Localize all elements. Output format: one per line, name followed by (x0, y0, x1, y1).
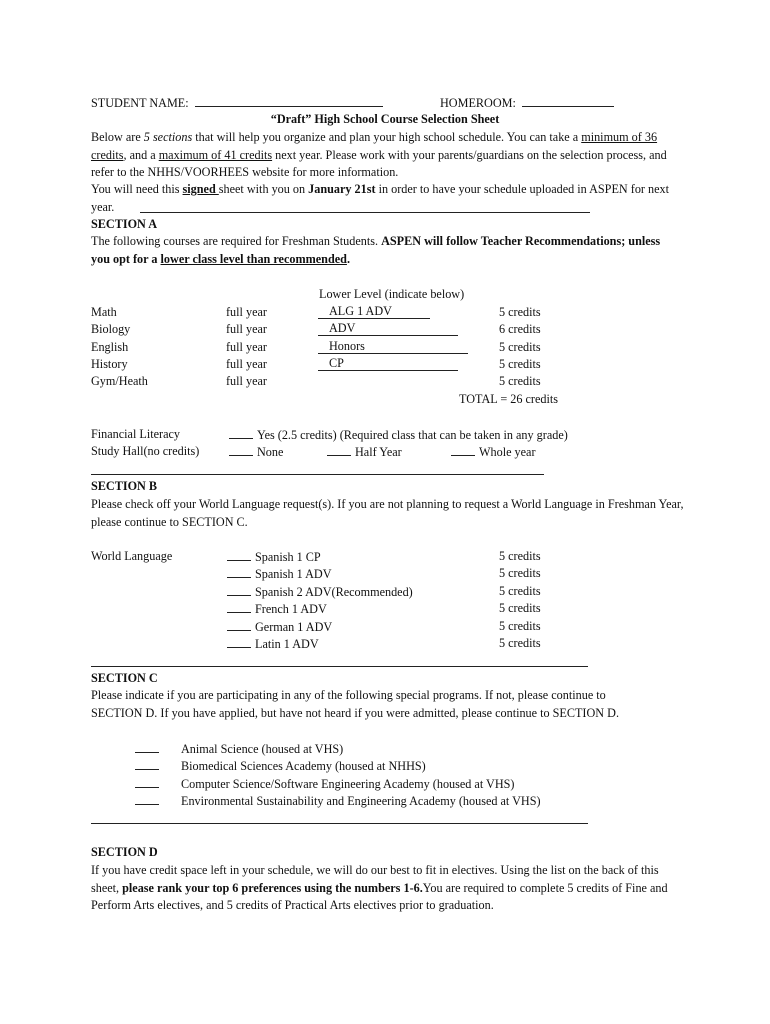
language-name: Spanish 2 ADV(Recommended) (255, 585, 413, 599)
language-name: Spanish 1 ADV (255, 567, 332, 581)
world-language-label: World Language (91, 549, 173, 563)
program-checkbox[interactable] (135, 792, 159, 805)
program-checkbox[interactable] (135, 740, 159, 753)
financial-literacy-option: Yes (2.5 credits) (Required class that can be taken in any grade) (229, 426, 568, 445)
language-name: Spanish 1 CP (255, 550, 321, 564)
course-length: full year (226, 340, 267, 354)
program-name: Animal Science (housed at VHS) (181, 742, 344, 756)
study-hall-half-checkbox[interactable] (327, 443, 351, 456)
due-date: January 21st (308, 182, 376, 196)
course-name: Biology (91, 322, 131, 336)
language-credits: 5 credits (499, 566, 541, 580)
study-hall-whole-option: Whole year (451, 443, 536, 462)
lower-level-field[interactable] (318, 356, 458, 371)
course-length: full year (226, 322, 267, 336)
section-d-description: If you have credit space left in your schedule, we will do our best to fit in electives. Using the list on the back of this sheet, please rank your top 6 preferences using the numbers 1-6.You are required to complete 5 credits of Fine and Perform Arts electives, and 5 credits of Practical Arts electives prior to graduation. (91, 863, 668, 912)
lower-level-field[interactable] (318, 304, 430, 319)
lower-level-header: Lower Level (indicate below) (319, 287, 465, 301)
divider (91, 666, 588, 667)
course-length: full year (226, 357, 267, 371)
program-checkbox[interactable] (135, 757, 159, 770)
section-a-heading: SECTION A (91, 217, 158, 231)
course-length: full year (226, 305, 267, 319)
program-name: Biomedical Sciences Academy (housed at NHHS) (181, 759, 426, 773)
study-hall-whole-checkbox[interactable] (451, 443, 475, 456)
course-name: Gym/Heath (91, 374, 148, 388)
student-name-row (91, 94, 383, 113)
study-hall-none-checkbox[interactable] (229, 443, 253, 456)
section-d-heading: SECTION D (91, 845, 158, 859)
homeroom-row (440, 94, 614, 113)
lower-level-value: ADV (329, 321, 356, 335)
financial-literacy-checkbox[interactable] (229, 426, 253, 439)
total-credits: TOTAL = 26 credits (459, 392, 558, 406)
course-credits: 5 credits (499, 357, 541, 371)
lower-level-value: Honors (329, 339, 365, 353)
lower-level-field[interactable] (318, 321, 458, 336)
language-credits: 5 credits (499, 601, 541, 615)
lower-level-field[interactable] (318, 339, 468, 354)
section-b-heading: SECTION B (91, 479, 158, 493)
course-length: full year (226, 374, 267, 388)
language-name: Latin 1 ADV (255, 637, 319, 651)
course-name: English (91, 340, 129, 354)
program-checkbox[interactable] (135, 775, 159, 788)
divider (140, 212, 590, 213)
study-hall-half-option: Half Year (327, 443, 402, 462)
course-credits: 5 credits (499, 305, 541, 319)
course-name: Math (91, 305, 117, 319)
divider (91, 823, 588, 824)
section-c-heading: SECTION C (91, 671, 158, 685)
language-checkbox[interactable] (227, 600, 251, 613)
section-a-description: The following courses are required for Freshman Students. ASPEN will follow Teacher Recommendations; unless you opt for a lower class level than recommended. (91, 234, 661, 266)
language-checkbox[interactable] (227, 565, 251, 578)
language-checkbox[interactable] (227, 583, 251, 596)
homeroom-field[interactable] (522, 94, 614, 107)
language-checkbox[interactable] (227, 618, 251, 631)
course-credits: 5 credits (499, 340, 541, 354)
course-credits: 5 credits (499, 374, 541, 388)
course-name: History (91, 357, 128, 371)
rank-instruction: please rank your top 6 preferences using the numbers 1-6. (122, 880, 423, 895)
course-credits: 6 credits (499, 322, 541, 336)
language-credits: 5 credits (499, 549, 541, 563)
intro-paragraph-2: You will need this signed sheet with you on January 21st in order to have your schedule uploaded in ASPEN for next year. (91, 182, 669, 214)
program-name: Computer Science/Software Engineering Academy (housed at VHS) (181, 777, 515, 791)
program-option (135, 740, 343, 759)
student-name-label: STUDENT NAME: (91, 96, 189, 110)
minimum-credits: minimum of 36 credits (91, 130, 658, 162)
homeroom-label: HOMEROOM: (440, 96, 516, 110)
language-credits: 5 credits (499, 584, 541, 598)
lower-level-value: CP (329, 356, 344, 370)
maximum-credits: maximum of 41 credits (158, 147, 273, 162)
section-c-description: Please indicate if you are participating in any of the following special programs. If not, please continue to SECTION D. If you have applied, but have not heard if you were admitted, please continue to SECTION D. (91, 688, 619, 720)
page-title: “Draft” High School Course Selection Sheet (270, 112, 500, 126)
section-b-description: Please check off your World Language request(s). If you are not planning to request a World Language in Freshman Year, please continue to SECTION C. (91, 497, 684, 529)
program-option (135, 775, 515, 794)
intro-paragraph-1: Below are 5 sections that will help you organize and plan your high school schedule. You can take a minimum of 36 credits, and a maximum of 41 credits next year. Please work with your parents/guardians on the selection process, and refer to the NHHS/VOORHEES website for more information. (91, 130, 667, 179)
lower-class-level-emphasis: lower class level than recommended (160, 251, 347, 266)
language-credits: 5 credits (499, 636, 541, 650)
study-hall-none-option: None (229, 443, 283, 462)
language-checkbox[interactable] (227, 635, 251, 648)
divider (91, 474, 544, 475)
lower-level-value: ALG 1 ADV (329, 304, 392, 318)
language-name: German 1 ADV (255, 620, 333, 634)
language-name: French 1 ADV (255, 602, 327, 616)
study-hall-label: Study Hall(no credits) (91, 444, 200, 458)
financial-literacy-label: Financial Literacy (91, 427, 180, 441)
language-checkbox[interactable] (227, 548, 251, 561)
program-option (135, 792, 541, 811)
program-name: Environmental Sustainability and Engineering Academy (housed at VHS) (181, 794, 541, 808)
student-name-field[interactable] (195, 94, 383, 107)
language-credits: 5 credits (499, 619, 541, 633)
sections-count: 5 sections (143, 130, 193, 144)
signed-emphasis: signed (182, 182, 219, 196)
program-option (135, 757, 426, 776)
